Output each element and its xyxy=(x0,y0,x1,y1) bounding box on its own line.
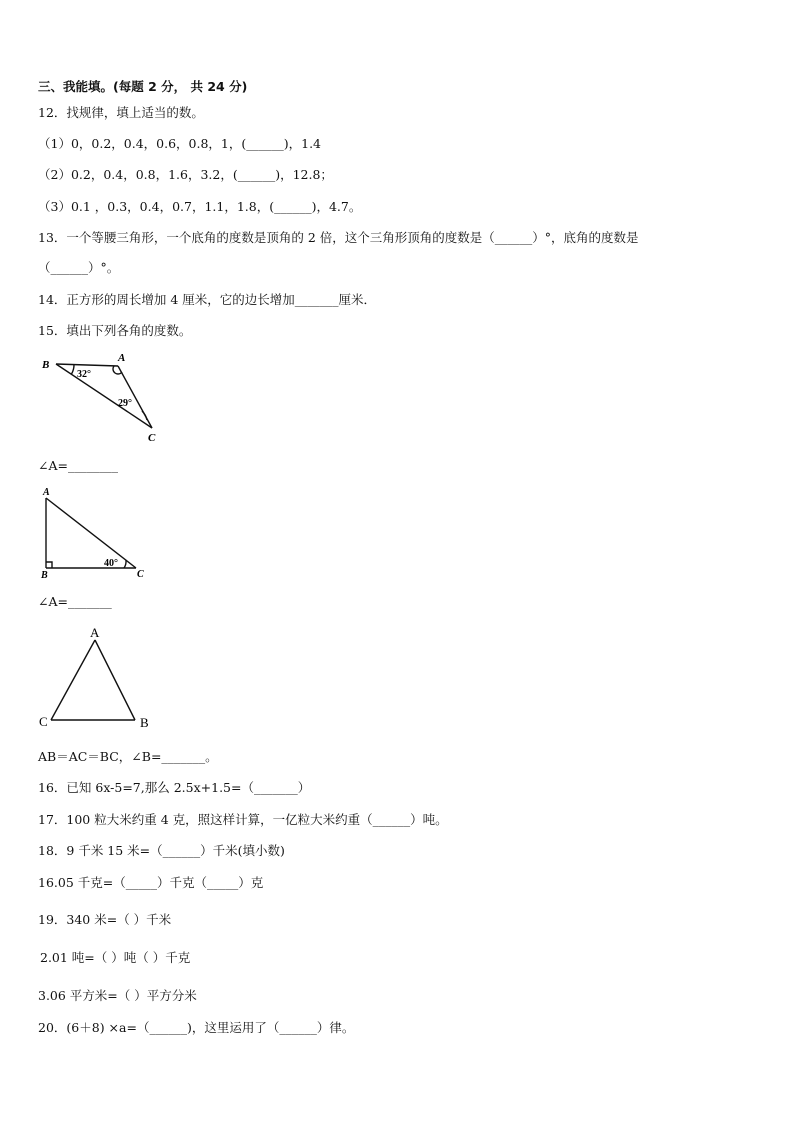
q20: 20．(6＋8) ×a=（______)，这里运用了（______）律。 xyxy=(38,1020,355,1035)
fig2-label-a: A xyxy=(43,487,50,498)
q15-answer-1: ∠A=________ xyxy=(38,458,118,473)
triangle-figure-2 xyxy=(38,486,158,581)
fig1-label-a: A xyxy=(118,352,126,364)
fig3-label-a: A xyxy=(90,625,100,640)
q14: 14．正方形的周长增加 4 厘米，它的边长增加_______厘米． xyxy=(38,292,377,307)
fig1-label-b: B xyxy=(42,359,50,371)
triangle-figure-1 xyxy=(38,350,168,445)
q17: 17．100 粒大米约重 4 克，照这样计算，一亿粒大米约重（______）吨。 xyxy=(38,812,448,827)
fig1-angle-b: 32° xyxy=(77,369,91,380)
q12-title: 12．找规律，填上适当的数。 xyxy=(38,105,204,120)
fig2-label-b: B xyxy=(41,570,48,581)
fig2-angle-c: 40° xyxy=(104,558,118,569)
q12-part3: （3）0.1 ，0.3，0.4，0.7，1.1，1.8，(______)，4.7。 xyxy=(38,199,362,214)
fig1-angle-c: 29° xyxy=(118,398,132,409)
q18-line1: 18．9 千米 15 米=（______）千米(填小数) xyxy=(38,843,285,858)
q15-title: 15．填出下列各角的度数。 xyxy=(38,323,192,338)
q19-line1: 19．340 米=（ ）千米 xyxy=(38,912,172,927)
fig1-label-c: C xyxy=(148,432,156,444)
q19-line3: 3.06 平方米=（ ）平方分米 xyxy=(38,988,197,1003)
fig2-label-c: C xyxy=(137,569,144,580)
q12-part2: （2）0.2，0.4，0.8，1.6，3.2，(______)，12.8； xyxy=(38,167,333,182)
triangle-figure-3 xyxy=(38,624,158,734)
q12-part1: （1）0，0.2，0.4，0.6，0.8，1，(______)，1.4 xyxy=(38,136,322,151)
q13-line1: 13．一个等腰三角形，一个底角的度数是顶角的 2 倍，这个三角形顶角的度数是（______）°，底角的度数是 xyxy=(38,230,639,245)
q15-answer-2: ∠A=_______ xyxy=(38,594,112,609)
section-title: 三、我能填。(每题 2 分， 共 24 分) xyxy=(38,79,248,94)
q15-answer-3: AB＝AC＝BC，∠B=_______。 xyxy=(38,749,218,764)
fig3-label-c: C xyxy=(39,714,48,729)
fig3-label-b: B xyxy=(140,715,149,730)
q13-line2: （______）°。 xyxy=(38,260,120,275)
q18-line2: 16.05 千克=（_____）千克（_____）克 xyxy=(38,875,264,890)
q16: 16．已知 6x-5=7,那么 2.5x+1.5=（_______） xyxy=(38,780,311,795)
q19-line2: 2.01 吨=（ ）吨（ ）千克 xyxy=(40,950,191,965)
